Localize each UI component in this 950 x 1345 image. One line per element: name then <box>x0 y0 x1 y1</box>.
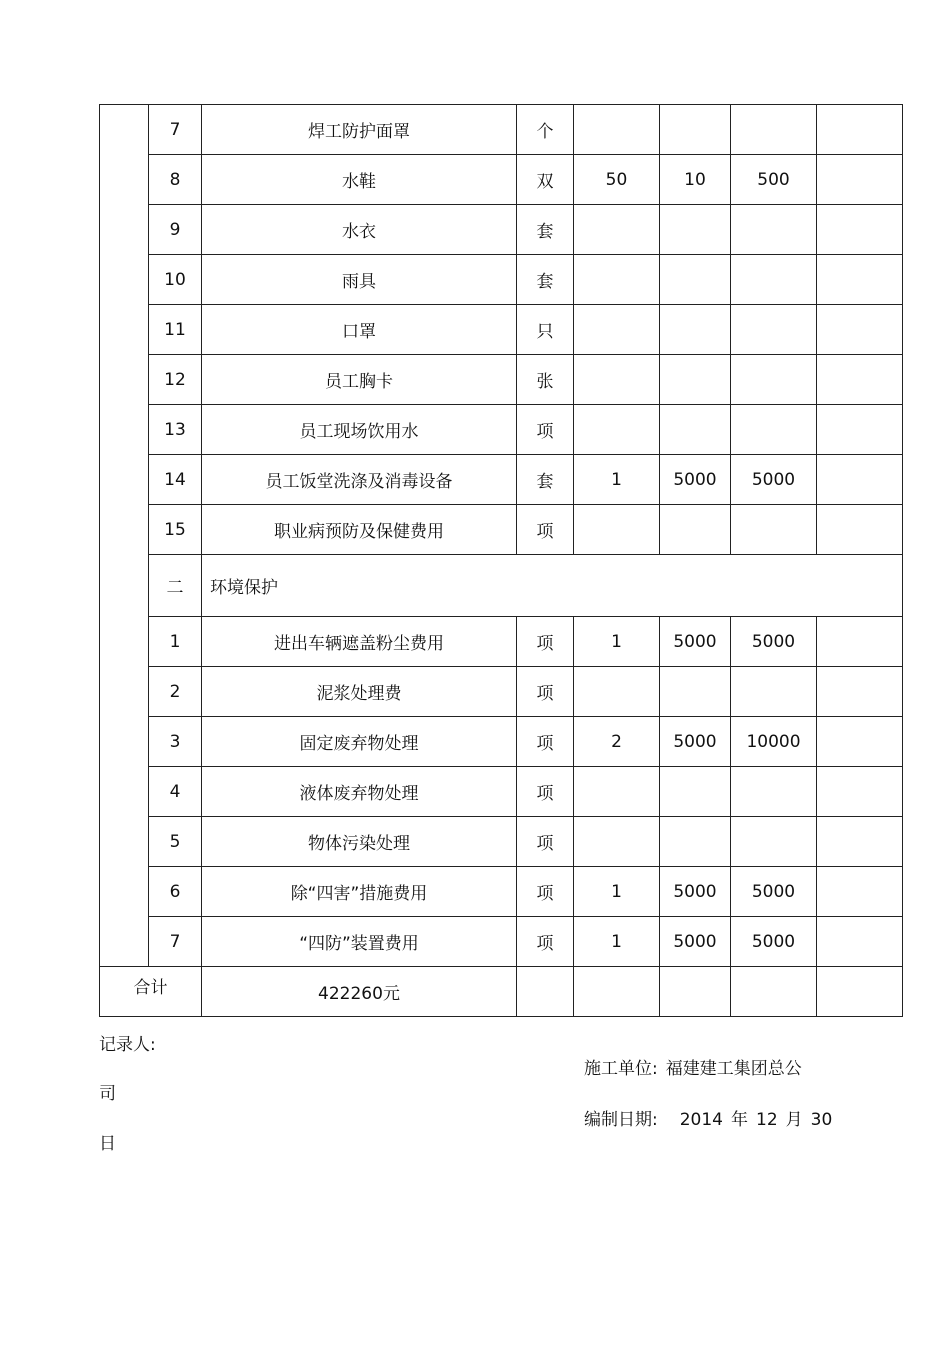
cell-qty <box>574 667 660 717</box>
cell-amount: 5000 <box>731 455 817 505</box>
cell-name: 员工胸卡 <box>202 355 517 405</box>
table-body <box>100 105 903 1017</box>
cell-amount <box>731 405 817 455</box>
cell-amount <box>731 817 817 867</box>
date-day: 30 <box>810 1110 833 1130</box>
cell-qty: 50 <box>574 155 660 205</box>
cell-unit: 项 <box>517 617 574 667</box>
cell-note <box>817 205 903 255</box>
cell-qty: 1 <box>574 455 660 505</box>
cell-qty: 2 <box>574 717 660 767</box>
cell-amount <box>731 105 817 155</box>
total-row <box>100 967 903 1017</box>
cell-no: 7 <box>149 105 202 155</box>
cost-table <box>99 104 903 1017</box>
cell-unit: 项 <box>517 867 574 917</box>
section-number: 二 <box>149 555 202 617</box>
date-month-char: 月 <box>785 1110 803 1130</box>
cell-qty <box>574 205 660 255</box>
section-row <box>100 555 903 617</box>
cell-price <box>660 205 731 255</box>
cell-name: 进出车辆遮盖粉尘费用 <box>202 617 517 667</box>
table-row <box>100 867 903 917</box>
cell-no: 6 <box>149 867 202 917</box>
cell-price: 5000 <box>660 917 731 967</box>
cell-note <box>817 667 903 717</box>
compile-date <box>584 1105 832 1130</box>
table-row <box>100 917 903 967</box>
cell-unit: 项 <box>517 767 574 817</box>
cell-qty: 1 <box>574 867 660 917</box>
cell-amount <box>731 205 817 255</box>
cell-note <box>817 255 903 305</box>
total-label: 合计 <box>100 967 202 1017</box>
table-row <box>100 305 903 355</box>
table-row <box>100 255 903 305</box>
cell-no: 9 <box>149 205 202 255</box>
cell-amount: 5000 <box>731 917 817 967</box>
unit-value: 福建建工集团总公 <box>665 1059 802 1079</box>
date-year-char: 年 <box>731 1110 748 1130</box>
table-row <box>100 767 903 817</box>
cell-price <box>660 767 731 817</box>
cell-name: 口罩 <box>202 305 517 355</box>
cell-qty <box>574 817 660 867</box>
cell-qty: 1 <box>574 917 660 967</box>
cell-unit: 张 <box>517 355 574 405</box>
cell-no: 3 <box>149 717 202 767</box>
cell-amount: 500 <box>731 155 817 205</box>
cell-name: 焊工防护面罩 <box>202 105 517 155</box>
date-day-char: 日 <box>99 1134 116 1154</box>
cell-qty <box>574 405 660 455</box>
cell-note <box>817 505 903 555</box>
cell-name: 水鞋 <box>202 155 517 205</box>
total-cell-note <box>817 967 903 1017</box>
cell-note <box>817 867 903 917</box>
cell-price <box>660 405 731 455</box>
cell-note <box>817 155 903 205</box>
unit-label: 施工单位: <box>584 1059 658 1079</box>
cell-amount: 5000 <box>731 617 817 667</box>
table-row <box>100 455 903 505</box>
date-year: 2014 <box>679 1110 723 1130</box>
cell-price <box>660 355 731 405</box>
table-row <box>100 105 903 155</box>
cell-price <box>660 305 731 355</box>
cell-unit: 套 <box>517 205 574 255</box>
cell-name: 员工饭堂洗涤及消毒设备 <box>202 455 517 505</box>
cell-note <box>817 817 903 867</box>
cell-qty <box>574 355 660 405</box>
cell-amount: 10000 <box>731 717 817 767</box>
cell-unit: 项 <box>517 917 574 967</box>
cell-qty <box>574 767 660 817</box>
cell-amount <box>731 305 817 355</box>
construction-unit <box>584 1054 802 1079</box>
section-title: 环境保护 <box>202 555 903 617</box>
cell-name: 员工现场饮用水 <box>202 405 517 455</box>
cell-amount <box>731 767 817 817</box>
cell-unit: 项 <box>517 405 574 455</box>
cell-name: 液体废弃物处理 <box>202 767 517 817</box>
total-value: 422260元 <box>202 967 517 1017</box>
cell-amount: 5000 <box>731 867 817 917</box>
table-row <box>100 355 903 405</box>
cell-name: 雨具 <box>202 255 517 305</box>
cell-note <box>817 355 903 405</box>
cell-price <box>660 667 731 717</box>
cell-unit: 套 <box>517 255 574 305</box>
cell-unit: 只 <box>517 305 574 355</box>
cell-name: “四防”装置费用 <box>202 917 517 967</box>
cell-price: 5000 <box>660 717 731 767</box>
cell-no: 8 <box>149 155 202 205</box>
cell-qty <box>574 305 660 355</box>
cell-unit: 个 <box>517 105 574 155</box>
cell-name: 除“四害”措施费用 <box>202 867 517 917</box>
cell-no: 14 <box>149 455 202 505</box>
cell-name: 职业病预防及保健费用 <box>202 505 517 555</box>
total-cell-qty <box>574 967 660 1017</box>
cell-amount <box>731 355 817 405</box>
total-cell-amount <box>731 967 817 1017</box>
cell-qty <box>574 105 660 155</box>
cell-name: 水衣 <box>202 205 517 255</box>
cell-no: 5 <box>149 817 202 867</box>
total-cell-unit <box>517 967 574 1017</box>
cell-note <box>817 305 903 355</box>
cell-name: 固定废弃物处理 <box>202 717 517 767</box>
table-row <box>100 817 903 867</box>
table-row <box>100 505 903 555</box>
unit-value-continued: 司 <box>99 1084 116 1104</box>
cell-no: 4 <box>149 767 202 817</box>
cell-no: 15 <box>149 505 202 555</box>
cell-price: 5000 <box>660 867 731 917</box>
cell-price <box>660 105 731 155</box>
cell-price <box>660 255 731 305</box>
cell-amount <box>731 255 817 305</box>
cell-no: 10 <box>149 255 202 305</box>
cell-name: 物体污染处理 <box>202 817 517 867</box>
cell-unit: 项 <box>517 667 574 717</box>
date-label: 编制日期: <box>584 1110 658 1130</box>
cell-unit: 双 <box>517 155 574 205</box>
cell-no: 1 <box>149 617 202 667</box>
cell-qty <box>574 505 660 555</box>
category-merged-cell <box>100 105 149 967</box>
cell-note <box>817 105 903 155</box>
cell-unit: 项 <box>517 505 574 555</box>
cell-price: 5000 <box>660 455 731 505</box>
cell-note <box>817 455 903 505</box>
cell-unit: 套 <box>517 455 574 505</box>
cell-unit: 项 <box>517 717 574 767</box>
cell-no: 7 <box>149 917 202 967</box>
cell-no: 12 <box>149 355 202 405</box>
table-row <box>100 717 903 767</box>
cell-qty <box>574 255 660 305</box>
table-row <box>100 155 903 205</box>
cell-note <box>817 917 903 967</box>
table-row <box>100 205 903 255</box>
cell-name: 泥浆处理费 <box>202 667 517 717</box>
table-row <box>100 667 903 717</box>
cell-amount <box>731 667 817 717</box>
cell-price <box>660 817 731 867</box>
cell-note <box>817 717 903 767</box>
cell-no: 2 <box>149 667 202 717</box>
cell-amount <box>731 505 817 555</box>
table-row <box>100 617 903 667</box>
cell-price: 10 <box>660 155 731 205</box>
cell-qty: 1 <box>574 617 660 667</box>
cell-note <box>817 767 903 817</box>
cell-unit: 项 <box>517 817 574 867</box>
cell-price <box>660 505 731 555</box>
cell-price: 5000 <box>660 617 731 667</box>
cell-note <box>817 405 903 455</box>
table-row <box>100 405 903 455</box>
cell-no: 11 <box>149 305 202 355</box>
date-month: 12 <box>756 1110 778 1130</box>
recorder-label: 记录人: <box>99 1035 156 1055</box>
cell-note <box>817 617 903 667</box>
total-cell-price <box>660 967 731 1017</box>
cell-no: 13 <box>149 405 202 455</box>
